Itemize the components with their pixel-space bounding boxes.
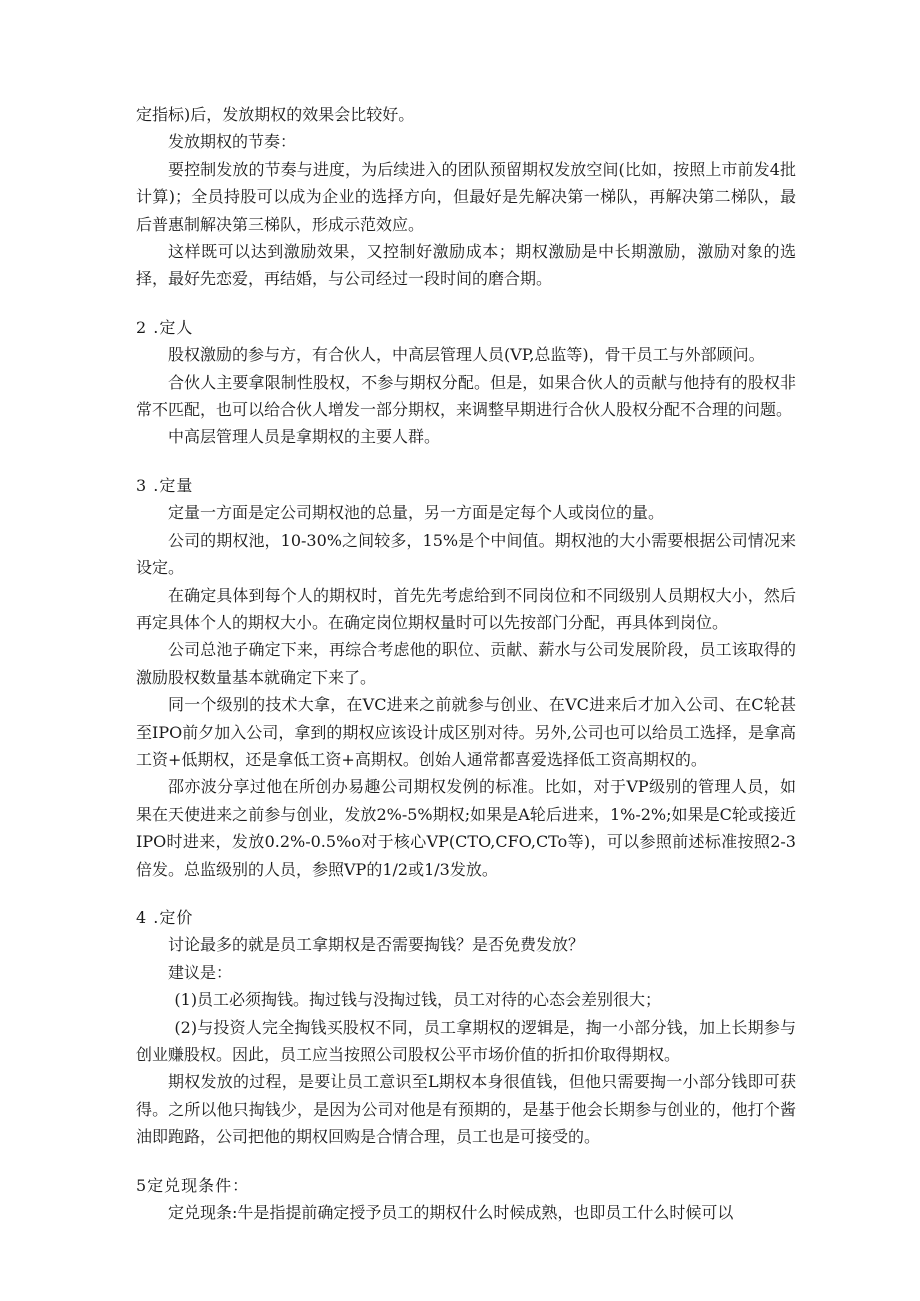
section-heading-4: 4 .定价 bbox=[136, 907, 194, 927]
paragraph: 在确定具体到每个人的期权时，首先先考虑给到不同岗位和不同级别人员期权大小，然后再定具体个人的期权大小。在确定岗位期权量时可以先按部门分配，再具体到岗位。 bbox=[136, 585, 796, 632]
paragraph: 中高层管理人员是拿期权的主要人群。 bbox=[168, 427, 441, 447]
paragraph: 期权发放的过程，是要让员工意识至L期权本身很值钱，但他只需要掏一小部分钱即可获得。之所以他只掏钱少，是因为公司对他是有预期的，是基于他会长期参与创业的，他打个酱油即跑路，公司把他的期权回购是合情合理，员工也是可接受的。 bbox=[136, 1072, 796, 1147]
paragraph: 合伙人主要拿限制性股权，不参与期权分配。但是，如果合伙人的贡献与他持有的股权非常不匹配，也可以给合伙人增发一部分期权，来调整早期进行合伙人股权分配不合理的问题。 bbox=[136, 372, 796, 420]
list-item: (1)员工必须掏钱。掏过钱与没掏过钱，员工对待的心态会差别很大； bbox=[174, 990, 662, 1010]
paragraph: 同一个级别的技术大拿，在VC进来之前就参与创业、在VC进来后才加入公司、在C轮甚至IPO前夕加入公司，拿到的期权应该设计成区别对待。另外,公司也可以给员工选择，是拿高工资+低期权，还是拿低工资+高期权。创始人通常都喜爱选择低工资高期权的。 bbox=[136, 695, 796, 769]
paragraph: 建议是： bbox=[168, 962, 233, 982]
paragraph: 要控制发放的节奏与进度，为后续进入的团队预留期权发放空间(比如，按照上市前发4批计算)；全员持股可以成为企业的选择方向，但最好是先解决第一梯队，再解决第二梯队，最后普惠制解决第三梯队，形成示范效应。 bbox=[136, 159, 796, 234]
paragraph: 讨论最多的就是员工拿期权是否需要掏钱？是否免费发放？ bbox=[168, 935, 585, 955]
section-heading-2: 2 .定人 bbox=[136, 317, 194, 337]
paragraph: 定指标)后，发放期权的效果会比较好。 bbox=[136, 105, 415, 124]
paragraph: 定量一方面是定公司期权池的总量，另一方面是定每个人或岗位的量。 bbox=[168, 503, 665, 523]
paragraph: 股权激励的参与方，有合伙人，中高层管理人员(VP,总监等)，骨干员工与外部顾问。 bbox=[168, 345, 765, 365]
paragraph: 公司的期权池，10-30%之间较多，15%是个中间值。期权池的大小需要根据公司情况来设定。 bbox=[136, 530, 796, 578]
document-body bbox=[136, 101, 796, 1226]
section-heading-3: 3 .定量 bbox=[136, 475, 194, 495]
paragraph: 这样既可以达到激励效果，又控制好激励成本；期权激励是中长期激励，激励对象的选择，最好先恋爱，再结婚，与公司经过一段时间的磨合期。 bbox=[136, 242, 796, 289]
subheading-rhythm: 发放期权的节奏： bbox=[168, 132, 297, 152]
paragraph: 邵亦波分享过他在所创办易趣公司期权发例的标准。比如，对于VP级别的管理人员，如果在天使进来之前参与创业，发放2%-5%期权;如果是A轮后进来，1%-2%;如果是C轮或接近IPO时进来，发放0.2%-0.5%o对于核心VP(CTO,CFO,CTo等)，可以参照前述标准按照2-3倍发。总监级别的人员，参照VP的1/2或1/3发放。 bbox=[136, 777, 796, 879]
paragraph: 定兑现条:牛是指提前确定授予员工的期权什么时候成熟，也即员工什么时候可以 bbox=[168, 1203, 734, 1223]
list-item: (2)与投资人完全掏钱买股权不同，员工拿期权的逻辑是，掏一小部分钱，加上长期参与创业赚股权。因此，员工应当按照公司股权公平市场价值的折扣价取得期权。 bbox=[136, 1017, 796, 1064]
section-heading-5: 5定兑现条件： bbox=[136, 1175, 250, 1195]
paragraph: 公司总池子确定下来，再综合考虑他的职位、贡献、薪水与公司发展阶段，员工该取得的激励股权数量基本就确定下来了。 bbox=[136, 640, 796, 687]
